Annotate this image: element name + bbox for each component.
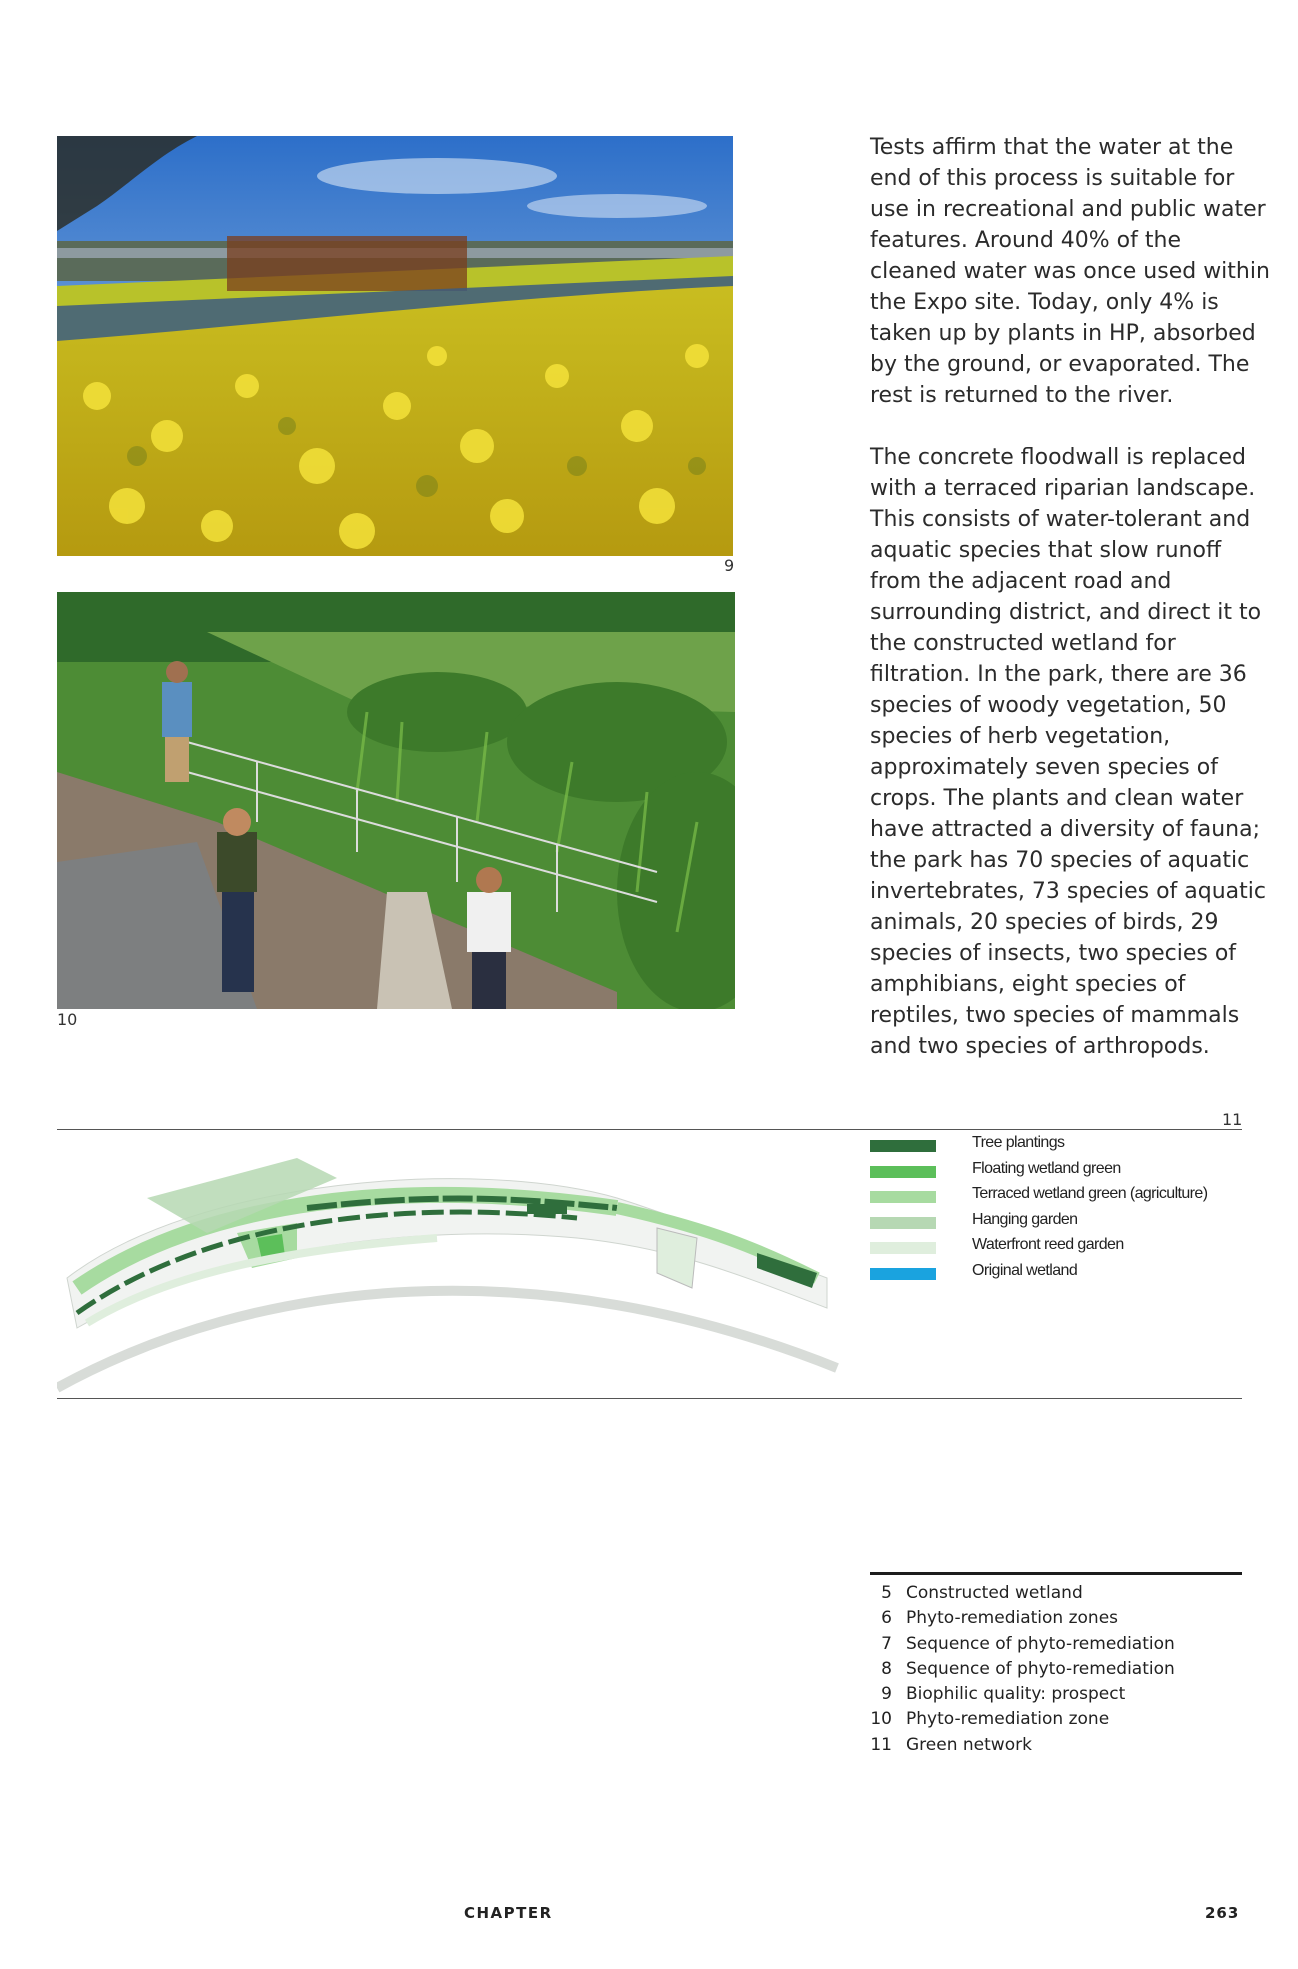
body-text-column [870, 132, 1270, 1062]
caption-row [870, 1606, 1242, 1631]
caption-number: 5 [881, 1583, 892, 1603]
caption-text: Constructed wetland [906, 1583, 1083, 1603]
figure-10-number: 10 [57, 1010, 78, 1029]
caption-number: 7 [881, 1633, 892, 1654]
caption-number: 6 [881, 1608, 892, 1629]
body-paragraph-1: Tests affirm that the water at the end of this process is suitable for use in recreational and public water features. Around 40% of the cleaned water was once used within the Expo site. Today, only 4% is taken up by plants in HP, absorbed by the ground, or evaporated. The rest is returned to the river. [870, 135, 1270, 408]
green-network-map [57, 1138, 842, 1393]
caption-text: Biophilic quality: prospect [906, 1684, 1126, 1705]
caption-number: 11 [870, 1734, 892, 1755]
legend-swatch [870, 1242, 936, 1254]
legend-swatch [870, 1140, 936, 1152]
legend-label: Tree plantings [972, 1134, 1065, 1151]
caption-text: Green network [906, 1734, 1032, 1755]
map-top-rule [57, 1129, 1242, 1130]
caption-row [870, 1657, 1242, 1682]
figure-captions [870, 1572, 1242, 1758]
legend-label: Hanging garden [972, 1210, 1078, 1228]
legend-swatch [870, 1191, 936, 1203]
caption-row [870, 1707, 1242, 1732]
legend-label: Original wetland [972, 1261, 1078, 1279]
caption-number: 8 [881, 1658, 892, 1679]
legend-swatch [870, 1268, 936, 1280]
footer-page-number: 263 [1205, 1904, 1240, 1922]
map-bottom-rule [57, 1398, 1242, 1399]
photo-yellow-flower-field [57, 136, 733, 556]
body-paragraph-2: The concrete floodwall is replaced with a terraced riparian landscape. This consists of water-tolerant and aquatic species that slow runoff from the adjacent road and surrounding district, and direct it to the constructed wetland for filtration. In the park, there are 36 species of woody vegetation, 50 species of herb vegetation, approximately seven species of crops. The plants and clean water have attracted a diversity of fauna; the park has 70 species of aquatic invertebrates, 73 species of aquatic animals, 20 species of birds, 29 species of insects, two species of amphibians, eight species of reptiles, two species of mammals and two species of arthropods. [870, 445, 1266, 1059]
caption-row [870, 1733, 1242, 1758]
legend-swatch [870, 1166, 936, 1178]
legend-label: Terraced wetland green (agriculture) [972, 1185, 1208, 1202]
figure-9-number: 9 [724, 556, 735, 575]
caption-row [870, 1632, 1242, 1657]
legend-label: Waterfront reed garden [972, 1236, 1124, 1253]
caption-number: 9 [881, 1684, 892, 1705]
figure-11-number: 11 [1222, 1110, 1243, 1129]
caption-text: Sequence of phyto-remediation [906, 1633, 1175, 1654]
caption-number: 10 [870, 1709, 892, 1730]
footer-chapter-label: CHAPTER [464, 1904, 553, 1922]
caption-row [870, 1581, 1242, 1606]
caption-text: Sequence of phyto-remediation [906, 1658, 1175, 1679]
caption-text: Phyto-remediation zone [906, 1709, 1110, 1730]
caption-text: Phyto-remediation zones [906, 1608, 1119, 1629]
caption-row [870, 1682, 1242, 1707]
legend-label: Floating wetland green [972, 1159, 1121, 1177]
legend-swatch [870, 1217, 936, 1229]
photo-riverside-walkway [57, 592, 735, 1009]
